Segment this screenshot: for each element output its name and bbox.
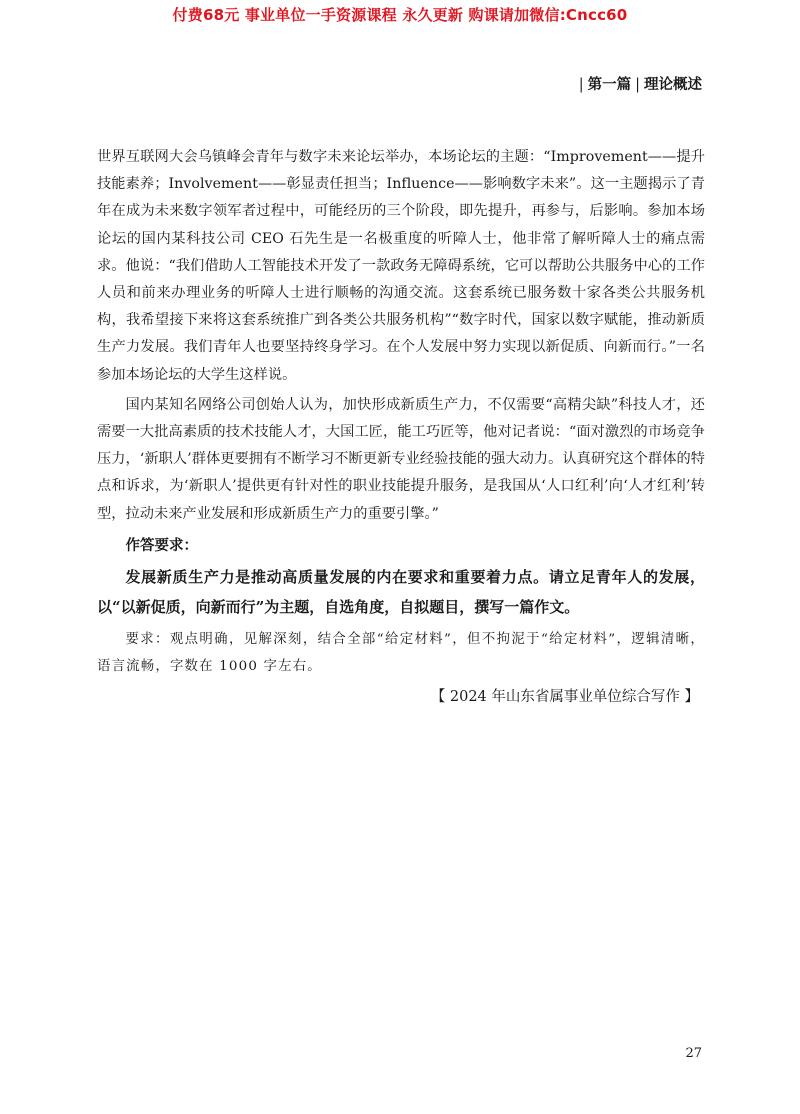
question-source: 【 2024 年山东省属事业单位综合写作 】 [430,688,699,705]
answer-requirements-heading: 作答要求： [125,537,198,554]
essay-requirements: 要求：观点明确，见解深刻，结合全部“给定材料”，但不拘泥于“给定材料”，逻辑清晰，语言流畅，字数在 1000 字左右。 [97,631,705,674]
page-number: 27 [685,1046,702,1061]
running-head [575,73,702,94]
running-head-title: 理论概述 [644,76,702,93]
separator: | [578,77,584,93]
essay-task: 发展新质生产力是推动高质量发展的内在要求和重要着力点。请立足青年人的发展，以“以新促质，向新而行”为主题，自选角度，自拟题目，撰写一篇作文。 [97,567,705,616]
page-body [97,144,705,711]
paragraph-2: 国内某知名网络公司创始人认为，加快形成新质生产力，不仅需要“高精尖缺”科技人才，还需要一大批高素质的技术技能人才，大国工匠，能工巧匠等，他对记者说：“面对激烈的市场竞争压力，‘新职人’群体更要拥有不断学习不断更新专业经验技能的强大动力。认真研究这个群体的特点和诉求，为‘新职人’提供更有针对性的职业技能提升服务，是我国从‘人口红利’向‘人才红利’转型，拉动未来产业发展和形成新质生产力的重要引擎。” [97,396,705,522]
running-head-part: 第一篇 [587,76,632,93]
watermark-banner: 付费68元 事业单位一手资源课程 永久更新 购课请加微信:Cncc60 [172,6,628,24]
separator: | [635,77,640,93]
paragraph-1: 世界互联网大会乌镇峰会青年与数字未来论坛举办，本场论坛的主题：“Improvement——提升技能素养；Involvement——彰显责任担当；Influence——影响数字未来”。这一主题揭示了青年在成为未来数字领军者过程中，可能经历的三个阶段，即先提升，再参与，后影响。参加本场论坛的国内某科技公司 CEO 石先生是一名极重度的听障人士，他非常了解听障人士的痛点需求。他说：“我们借助人工智能技术开发了一款政务无障碍系统，它可以帮助公共服务中心的工作人员和前来办理业务的听障人士进行顺畅的沟通交流。这套系统已服务数十家各类公共服务机构，我希望接下来将这套系统推广到各类公共服务机构”“数字时代，国家以数字赋能，推动新质生产力发展。我们青年人也要坚持终身学习。在个人发展中努力实现以新促质、向新而行。”一名参加本场论坛的大学生这样说。 [97,149,705,383]
